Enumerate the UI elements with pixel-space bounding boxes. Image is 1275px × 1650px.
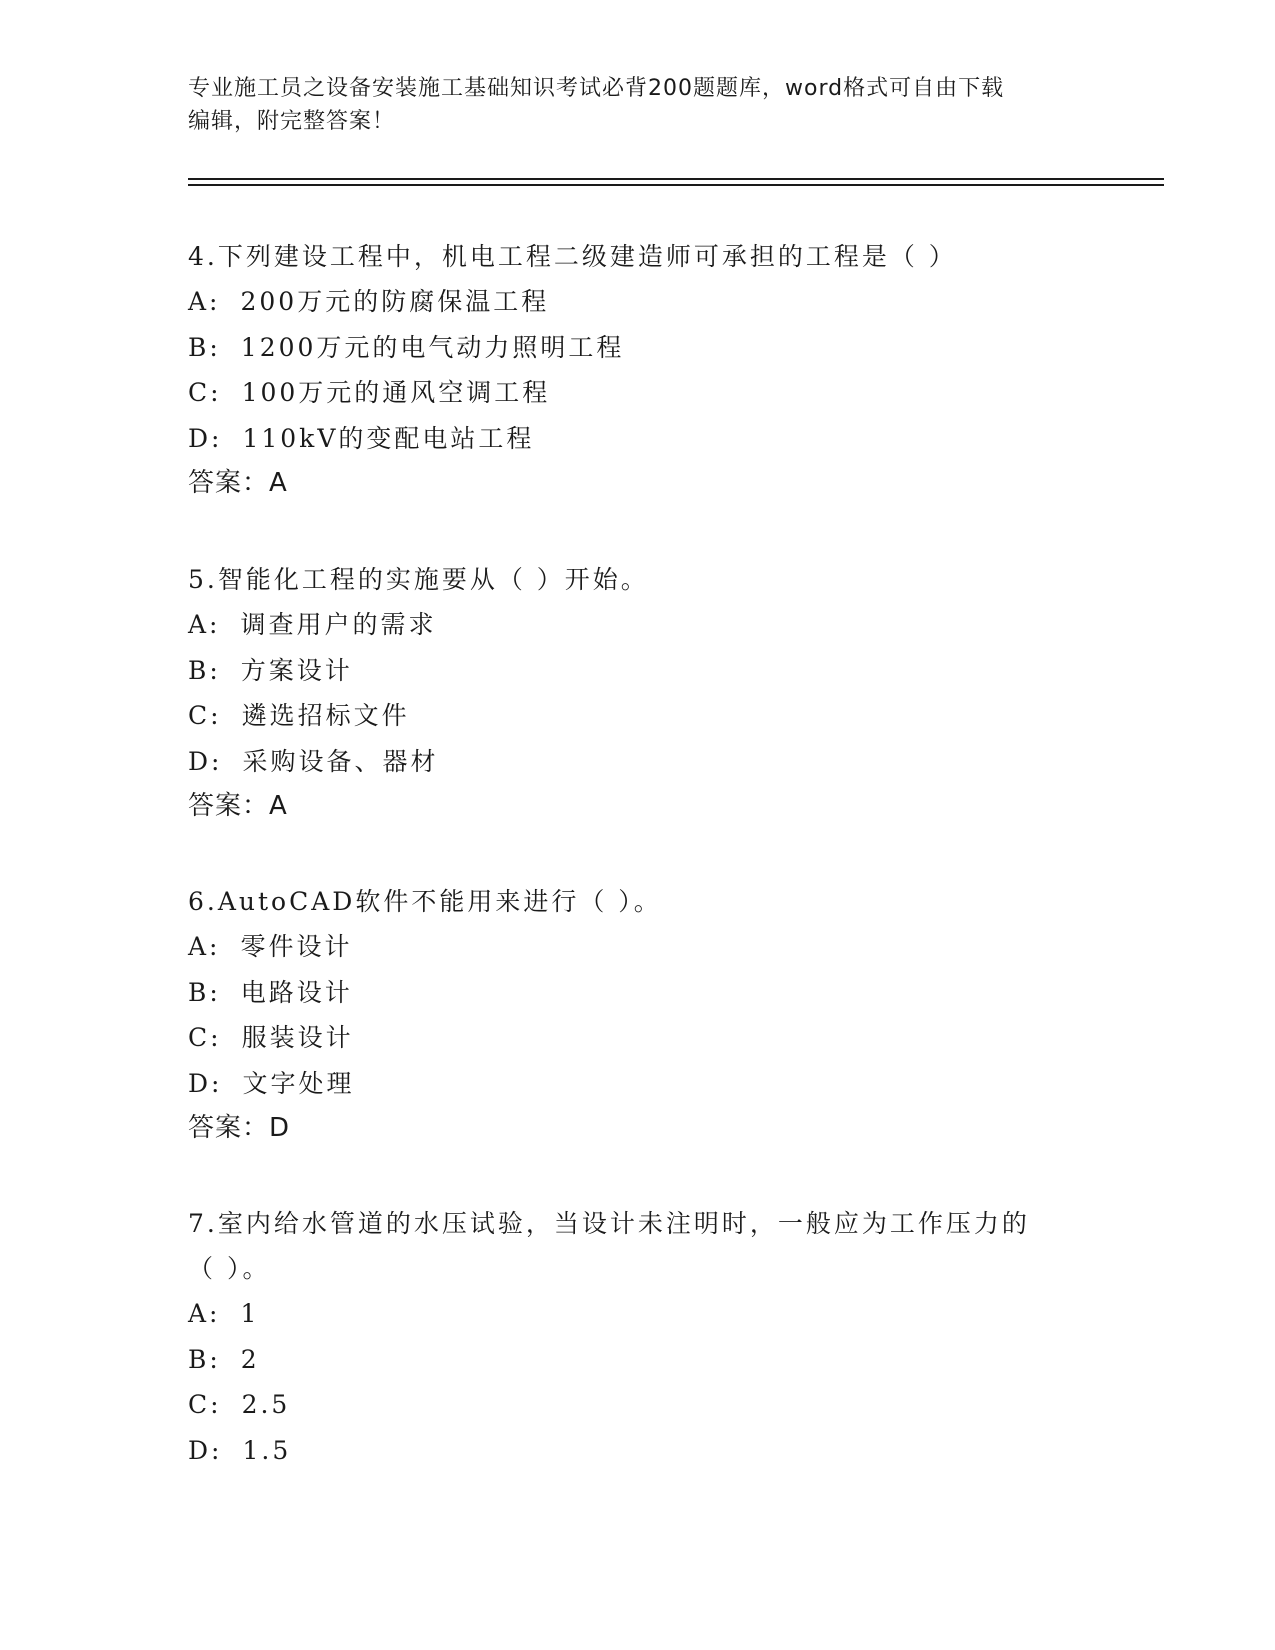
answer-label: 答案：D <box>188 1113 291 1143</box>
option-letter: D: <box>188 423 223 453</box>
option-letter: A: <box>188 1299 221 1328</box>
option-d <box>188 739 1088 785</box>
question-title-line-2: （ ）。 <box>188 1254 271 1283</box>
document-header <box>188 72 1068 138</box>
question-5 <box>188 557 1088 829</box>
option-text: 服装设计 <box>241 1023 354 1052</box>
option-b <box>188 1337 1088 1383</box>
question-title: 6.AutoCAD软件不能用来进行（ ）。 <box>188 887 662 916</box>
option-a <box>188 279 1088 325</box>
option-a <box>188 1291 1088 1337</box>
header-line-2: 编辑，附完整答案！ <box>188 109 396 134</box>
option-text: 2.5 <box>241 1390 291 1419</box>
option-letter: A: <box>188 932 221 961</box>
option-a <box>188 924 1088 970</box>
option-letter: C: <box>188 1390 222 1419</box>
header-line-1: 专业施工员之设备安装施工基础知识考试必背200题题库，word格式可自由下载 <box>188 76 1005 101</box>
option-text: 文字处理 <box>242 1068 355 1098</box>
option-text: 100万元的通风空调工程 <box>241 378 551 407</box>
option-b <box>188 325 1088 371</box>
option-text: 1200万元的电气动力照明工程 <box>240 332 625 362</box>
option-letter: C: <box>188 1023 222 1052</box>
option-letter: D: <box>188 1068 223 1098</box>
question-4 <box>188 234 1088 506</box>
option-c <box>188 1015 1088 1061</box>
question-title-line-1: 7.室内给水管道的水压试验，当设计未注明时，一般应为工作压力的 <box>188 1209 1030 1238</box>
option-d <box>188 416 1088 462</box>
option-text: 110kV的变配电站工程 <box>242 423 535 453</box>
option-letter: D: <box>188 746 223 776</box>
option-text: 遴选招标文件 <box>241 701 410 730</box>
option-c <box>188 370 1088 416</box>
option-letter: B: <box>188 1344 221 1374</box>
option-text: 电路设计 <box>240 977 353 1007</box>
option-text: 1.5 <box>242 1435 292 1465</box>
option-letter: C: <box>188 701 222 730</box>
question-7 <box>188 1201 1088 1473</box>
option-c <box>188 1382 1088 1428</box>
option-letter: C: <box>188 378 222 407</box>
option-c <box>188 693 1088 739</box>
option-text: 采购设备、器材 <box>242 746 439 776</box>
header-divider-bottom <box>188 184 1164 186</box>
option-text: 方案设计 <box>240 655 353 685</box>
option-text: 2 <box>240 1344 260 1374</box>
option-a <box>188 602 1088 648</box>
option-letter: B: <box>188 655 221 685</box>
option-d <box>188 1061 1088 1107</box>
option-text: 零件设计 <box>240 932 353 961</box>
question-title: 4.下列建设工程中，机电工程二级建造师可承担的工程是（ ） <box>188 242 957 271</box>
option-b <box>188 648 1088 694</box>
answer-label: 答案：A <box>188 791 288 821</box>
question-title: 5.智能化工程的实施要从（ ）开始。 <box>188 565 649 594</box>
option-text: 1 <box>240 1299 260 1328</box>
question-6 <box>188 879 1088 1151</box>
option-letter: D: <box>188 1435 223 1465</box>
option-b <box>188 970 1088 1016</box>
option-letter: A: <box>188 610 221 639</box>
answer-label: 答案：A <box>188 468 288 498</box>
option-text: 调查用户的需求 <box>240 610 437 639</box>
option-d <box>188 1428 1088 1474</box>
option-letter: B: <box>188 977 221 1007</box>
header-divider-top <box>188 178 1164 180</box>
option-letter: B: <box>188 332 221 362</box>
option-letter: A: <box>188 287 221 316</box>
option-text: 200万元的防腐保温工程 <box>240 287 550 316</box>
